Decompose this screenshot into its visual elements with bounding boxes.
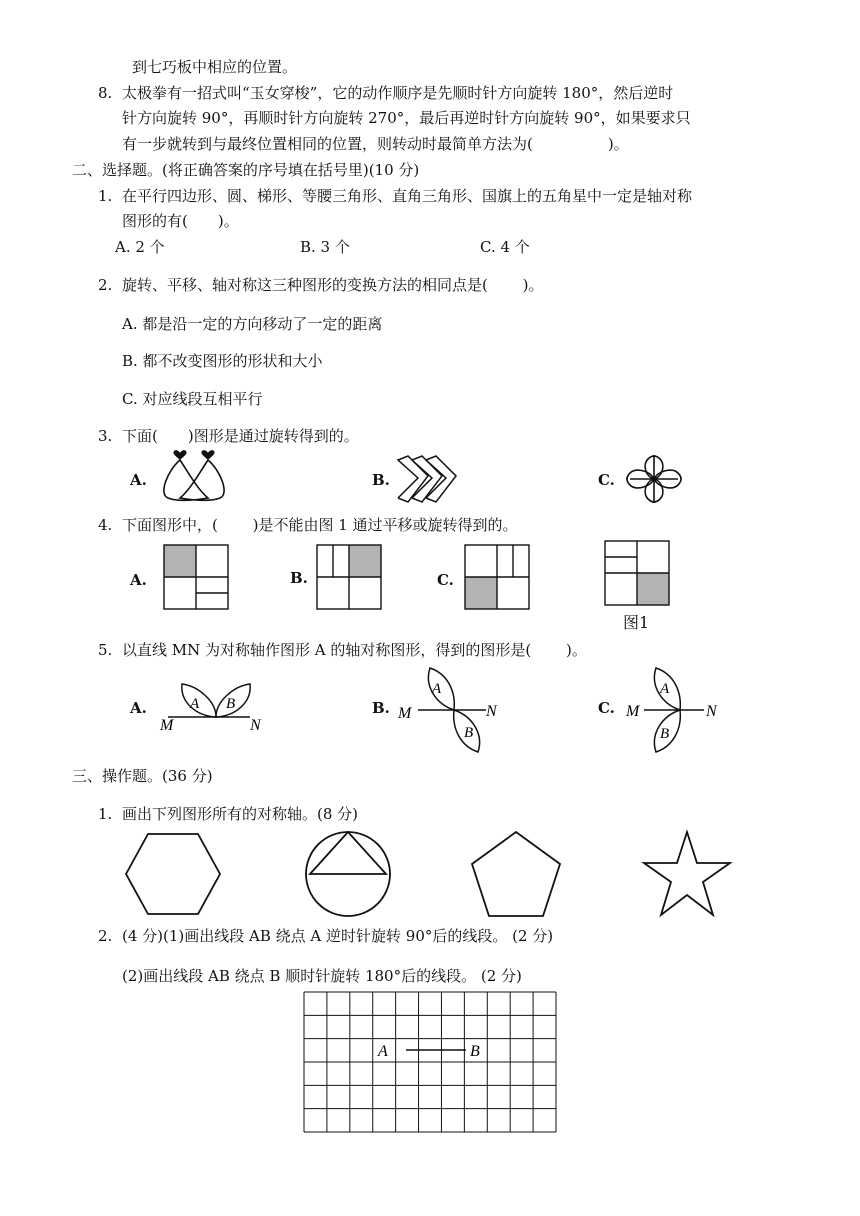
s2q3-figure-a [158, 450, 238, 506]
s2q4-figure-a [163, 544, 229, 610]
s2q3-label-b: B. [372, 471, 390, 489]
s2q5-label-b: B. [372, 699, 390, 717]
q8-number: 8. [98, 84, 113, 102]
s3q2-grid [302, 990, 558, 1134]
s2q4-number: 4. [98, 516, 113, 534]
s2q4-label-a: A. [130, 571, 147, 589]
s2q3-text: 下面( )图形是通过旋转得到的。 [122, 427, 359, 445]
s2q2-number: 2. [98, 276, 113, 294]
s2q3-figure-c [624, 455, 684, 503]
s2q5-text: 以直线 MN 为对称轴作图形 A 的轴对称图形，得到的图形是( )。 [122, 641, 587, 659]
s2q5-figure-c [624, 666, 734, 754]
q8-line1: 太极拳有一招式叫“玉女穿梭”，它的动作顺序是先顺时针方向旋转 180°，然后逆时 [122, 84, 674, 102]
s3q1-pentagon [470, 830, 562, 918]
s2q2-option-b: B. 都不改变图形的形状和大小 [122, 352, 323, 370]
s2q5a-point-n: N [250, 717, 261, 734]
s2q5-figure-a [160, 676, 270, 732]
s2q4-label-b: B. [290, 569, 308, 587]
s2q4-figure-caption: 图1 [623, 613, 650, 632]
s2q5-number: 5. [98, 641, 113, 659]
s2q3-number: 3. [98, 427, 113, 445]
s2q1-option-c: C. 4 个 [480, 238, 530, 256]
q8-line2: 针方向旋转 90°，再顺时针方向旋转 270°，最后再逆时针方向旋转 90°，如果要求只 [122, 109, 691, 127]
s3q1-star [642, 830, 732, 918]
s3q2-number: 2. [98, 927, 113, 945]
s2q5-label-a: A. [130, 699, 147, 717]
q8-line3: 有一步就转到与最终位置相同的位置，则转动时最简单方法为( )。 [122, 135, 629, 153]
point-b-label: B [470, 1043, 480, 1060]
s2q1-number: 1. [98, 187, 113, 205]
s2q5-figure-b [398, 666, 508, 754]
q8-continuation: 到七巧板中相应的位置。 [132, 58, 298, 76]
s2q3-label-c: C. [598, 471, 615, 489]
s2q3-figure-b [396, 454, 476, 504]
s2q3-label-a: A. [130, 471, 147, 489]
s3q2-text1: (4 分)(1)画出线段 AB 绕点 A 逆时针旋转 90°后的线段。 (2 分) [122, 927, 554, 945]
s2q5-label-c: C. [598, 699, 615, 717]
s3q1-hexagon [124, 832, 222, 916]
s2q2-option-c: C. 对应线段互相平行 [122, 390, 263, 408]
section3-heading: 三、操作题。(36 分) [72, 767, 213, 785]
s2q1-line2: 图形的有( )。 [122, 212, 239, 230]
s2q1-option-b: B. 3 个 [300, 238, 350, 256]
s2q5b-point-n: N [486, 703, 497, 720]
s3q1-circle-with-triangle [304, 830, 392, 918]
section2-heading: 二、选择题。(将正确答案的序号填在括号里)(10 分) [72, 161, 420, 179]
s2q5c-petal-b-label: B [660, 726, 670, 742]
s2q5a-petal-b-label: B [226, 696, 236, 712]
s2q1-option-a: A. 2 个 [115, 238, 165, 256]
s3q1-text: 画出下列图形所有的对称轴。(8 分) [122, 805, 359, 823]
s2q5a-petal-a-label: A [190, 696, 200, 712]
s3q1-number: 1. [98, 805, 113, 823]
s2q5b-point-m: M [398, 705, 412, 722]
s2q5a-point-m: M [160, 717, 174, 734]
s2q4-text: 下面图形中，( )是不能由图 1 通过平移或旋转得到的。 [122, 516, 518, 534]
s2q1-line1: 在平行四边形、圆、梯形、等腰三角形、直角三角形、国旗上的五角星中一定是轴对称 [122, 187, 693, 205]
s2q5c-point-n: N [706, 703, 717, 720]
s2q4-figure-1 [604, 540, 670, 606]
s2q5b-petal-a-label: A [432, 681, 442, 697]
s2q4-label-c: C. [437, 571, 454, 589]
s2q5b-petal-b-label: B [464, 725, 474, 741]
s2q5c-point-m: M [626, 703, 640, 720]
s2q4-figure-c [464, 544, 530, 610]
s2q2-option-a: A. 都是沿一定的方向移动了一定的距离 [122, 315, 383, 333]
s3q2-text2: (2)画出线段 AB 绕点 B 顺时针旋转 180°后的线段。 (2 分) [122, 967, 522, 985]
s2q2-text: 旋转、平移、轴对称这三种图形的变换方法的相同点是( )。 [122, 276, 544, 294]
s2q5c-petal-a-label: A [660, 681, 670, 697]
s2q4-figure-b [316, 544, 382, 610]
point-a-label: A [378, 1043, 388, 1060]
